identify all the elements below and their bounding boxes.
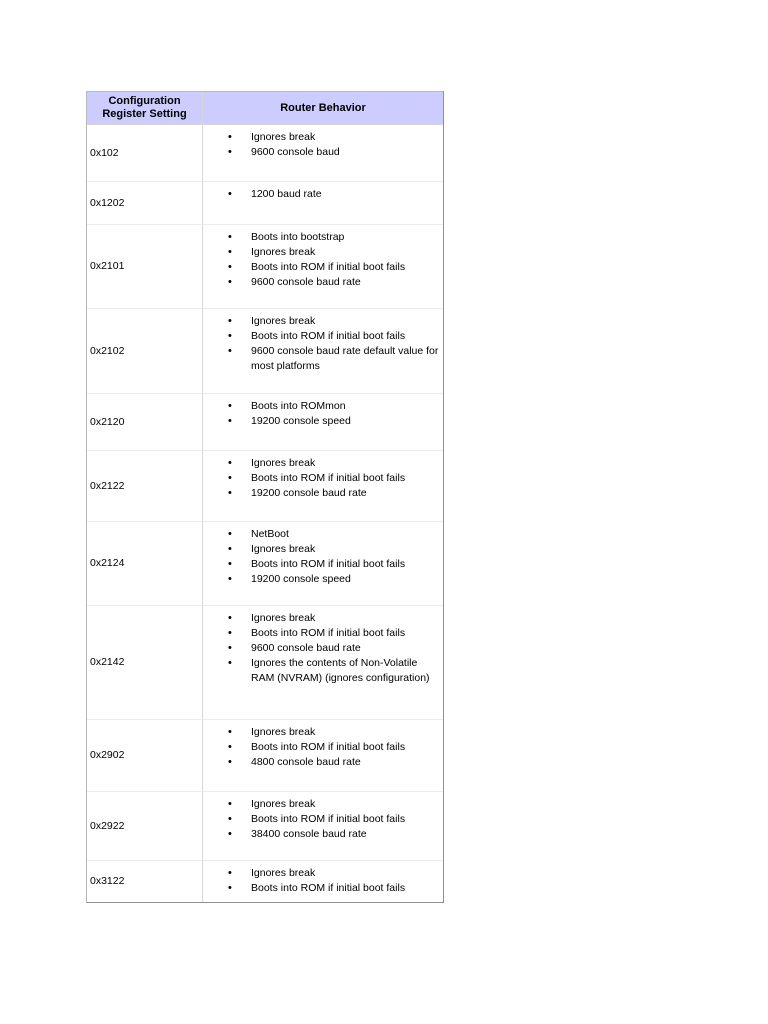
router-behavior-cell: [203, 522, 443, 606]
register-setting-cell: 0x2102: [87, 309, 203, 394]
register-setting-cell: 0x2124: [87, 522, 203, 606]
register-setting-cell: 0x2120: [87, 394, 203, 451]
router-behavior-cell: [203, 309, 443, 394]
behavior-item: • 19200 console baud rate: [251, 486, 439, 501]
behavior-item: • Ignores break: [251, 611, 439, 626]
behavior-item: • Ignores break: [251, 245, 439, 260]
router-behavior-cell: [203, 182, 443, 225]
behavior-item: • 9600 console baud rate: [251, 641, 439, 656]
behavior-item: • Boots into ROM if initial boot fails: [251, 812, 439, 827]
behavior-item: • Boots into ROM if initial boot fails: [251, 881, 439, 896]
router-behavior-cell: [203, 792, 443, 861]
behavior-list: [203, 866, 443, 896]
table-row: [87, 309, 443, 394]
router-behavior-cell: [203, 861, 443, 902]
behavior-list: [203, 527, 443, 587]
behavior-item: • Boots into ROM if initial boot fails: [251, 329, 439, 344]
behavior-item: • 9600 console baud: [251, 145, 439, 160]
behavior-item: • 38400 console baud rate: [251, 827, 439, 842]
behavior-item: • 19200 console speed: [251, 414, 439, 429]
config-register-table: [86, 91, 444, 903]
behavior-list: [203, 611, 443, 686]
behavior-list: [203, 130, 443, 160]
behavior-item: • Ignores the contents of Non-Volatile RAM (NVRAM) (ignores configuration): [251, 656, 439, 686]
behavior-item: • 1200 baud rate: [251, 187, 439, 202]
router-behavior-cell: [203, 451, 443, 522]
behavior-item: • Ignores break: [251, 797, 439, 812]
register-setting-cell: 0x2902: [87, 720, 203, 792]
behavior-item: • Boots into ROM if initial boot fails: [251, 626, 439, 641]
table-row: [87, 182, 443, 225]
behavior-list: [203, 725, 443, 770]
behavior-list: [203, 797, 443, 842]
behavior-item: • Boots into ROM if initial boot fails: [251, 740, 439, 755]
table-row: [87, 125, 443, 182]
register-setting-cell: 0x2101: [87, 225, 203, 309]
router-behavior-cell: [203, 606, 443, 720]
table-row: [87, 720, 443, 792]
router-behavior-cell: [203, 394, 443, 451]
table-row: [87, 861, 443, 902]
register-setting-cell: 0x2122: [87, 451, 203, 522]
behavior-item: • 4800 console baud rate: [251, 755, 439, 770]
table-row: [87, 225, 443, 309]
table-row: [87, 792, 443, 861]
register-setting-cell: 0x3122: [87, 861, 203, 902]
behavior-item: • 19200 console speed: [251, 572, 439, 587]
register-setting-cell: 0x2922: [87, 792, 203, 861]
table-row: [87, 606, 443, 720]
behavior-item: • Ignores break: [251, 725, 439, 740]
table-row: [87, 451, 443, 522]
behavior-item: • Boots into bootstrap: [251, 230, 439, 245]
behavior-list: [203, 187, 443, 202]
behavior-item: • Ignores break: [251, 542, 439, 557]
register-setting-cell: 0x1202: [87, 182, 203, 225]
register-setting-cell: 0x102: [87, 125, 203, 182]
behavior-item: • 9600 console baud rate: [251, 275, 439, 290]
behavior-item: • Boots into ROMmon: [251, 399, 439, 414]
header-router-behavior: Router Behavior: [203, 92, 443, 125]
table-header-row: [87, 92, 443, 125]
table-row: [87, 394, 443, 451]
header-config-register-setting: Configuration Register Setting: [87, 92, 203, 125]
behavior-list: [203, 314, 443, 374]
router-behavior-cell: [203, 720, 443, 792]
behavior-item: • NetBoot: [251, 527, 439, 542]
behavior-item: • Boots into ROM if initial boot fails: [251, 260, 439, 275]
router-behavior-cell: [203, 225, 443, 309]
behavior-item: • Ignores break: [251, 866, 439, 881]
behavior-list: [203, 399, 443, 429]
behavior-item: • Ignores break: [251, 456, 439, 471]
table-row: [87, 522, 443, 606]
behavior-item: • Ignores break: [251, 130, 439, 145]
behavior-list: [203, 230, 443, 290]
behavior-item: • 9600 console baud rate default value for most platforms: [251, 344, 439, 374]
register-setting-cell: 0x2142: [87, 606, 203, 720]
behavior-item: • Boots into ROM if initial boot fails: [251, 471, 439, 486]
behavior-item: • Boots into ROM if initial boot fails: [251, 557, 439, 572]
table-body: [87, 125, 443, 902]
behavior-list: [203, 456, 443, 501]
router-behavior-cell: [203, 125, 443, 182]
behavior-item: • Ignores break: [251, 314, 439, 329]
